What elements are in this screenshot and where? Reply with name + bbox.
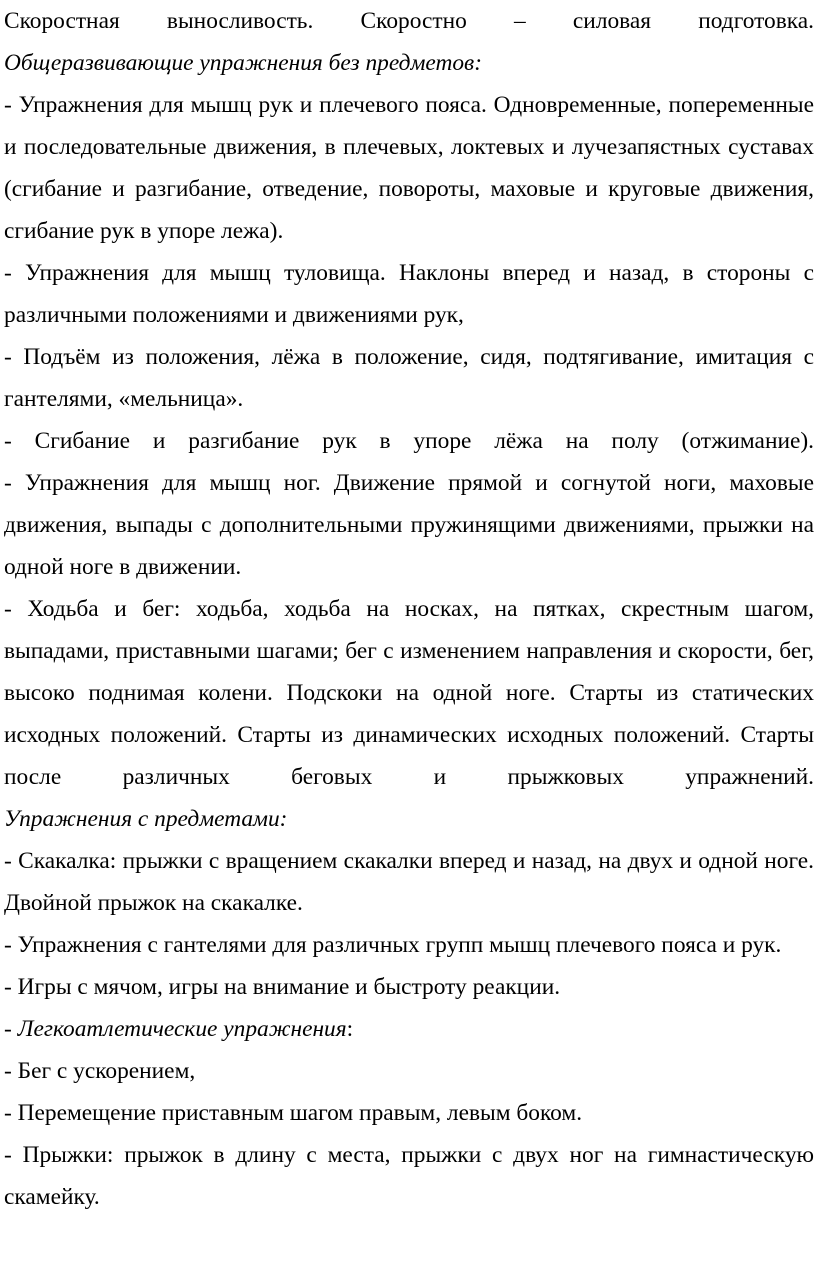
- paragraph-torso-exercises: - Упражнения для мышц туловища. Наклоны вперед и назад, в стороны с различными положениями и движениями рук,: [4, 260, 814, 328]
- paragraph-walking-running: - Ходьба и бег: ходьба, ходьба на носках, на пятках, скрестным шагом, выпадами, приставными шагами; бег с изменением направления и скорости, бег, высоко поднимая колени. Подскоки на одной ноге. Старты из статических исходных положений. Старты из динамических исходных положений. Старты после различных беговых и прыжковых упражнений.: [4, 596, 814, 790]
- line-speed-endurance: Скоростная выносливость. Скоростно – силовая подготовка.: [4, 8, 814, 34]
- paragraph-side-step: - Перемещение приставным шагом правым, левым боком.: [4, 1100, 583, 1126]
- athletics-suffix: :: [346, 1016, 354, 1042]
- paragraph-athletics-heading: [4, 1008, 814, 1050]
- heading-exercises-without-equipment: Общеразвивающие упражнения без предметов:: [4, 50, 482, 76]
- paragraph-ball-games: - Игры с мячом, игры на внимание и быстроту реакции.: [4, 974, 561, 1000]
- athletics-prefix: -: [4, 1016, 18, 1042]
- paragraph-jump-rope: - Скакалка: прыжки с вращением скакалки вперед и назад, на двух и одной ноге. Двойной прыжок на скакалке.: [4, 848, 814, 916]
- document-page: [4, 0, 814, 1218]
- paragraph-situp: - Подъём из положения, лёжа в положение, сидя, подтягивание, имитация с гантелями, «мельница».: [4, 344, 814, 412]
- paragraph-leg-exercises: - Упражнения для мышц ног. Движение прямой и согнутой ноги, маховые движения, выпады с дополнительными пружинящими движениями, прыжки на одной ноге в движении.: [4, 470, 814, 580]
- paragraph-jumps: - Прыжки: прыжок в длину с места, прыжки с двух ног на гимнастическую скамейку.: [4, 1142, 814, 1210]
- paragraph-dumbbells: - Упражнения с гантелями для различных групп мышц плечевого пояса и рук.: [4, 932, 782, 958]
- paragraph-arm-exercises: - Упражнения для мышц рук и плечевого пояса. Одновременные, попеременные и последовательные движения, в плечевых, локтевых и лучезапястных суставах (сгибание и разгибание, отведение, повороты, маховые и круговые движения, сгибание рук в упоре лежа).: [4, 92, 814, 244]
- heading-exercises-with-equipment: Упражнения с предметами:: [4, 806, 288, 832]
- paragraph-acceleration-run: - Бег с ускорением,: [4, 1058, 196, 1084]
- paragraph-pushup: - Сгибание и разгибание рук в упоре лёжа на полу (отжимание).: [4, 428, 814, 454]
- athletics-label: Легкоатлетические упражнения: [17, 1016, 347, 1042]
